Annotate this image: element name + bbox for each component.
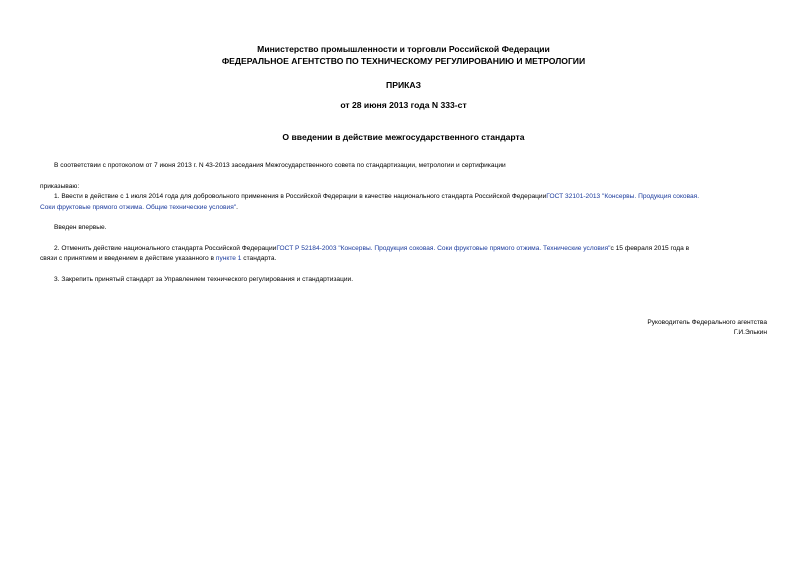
item-1-continuation bbox=[40, 203, 238, 214]
agency-heading: ФЕДЕРАЛЬНОЕ АГЕНТСТВО ПО ТЕХНИЧЕСКОМУ РЕГУЛИРОВАНИЮ И МЕТРОЛОГИИ bbox=[221, 56, 586, 66]
item-1-end: . bbox=[236, 204, 238, 211]
document-date-number: от 28 июня 2013 года N 333-ст bbox=[340, 100, 467, 110]
item-1-text: 1. Ввести в действие с 1 июля 2014 года для добровольного применения в Российской Федерации в качестве национального стандарта Российской Федерации bbox=[54, 193, 547, 200]
preamble-paragraph: В соответствии с протоколом от 7 июня 2013 г. N 43-2013 заседания Межгосударственного совета по стандартизации, метрологии и сертификации bbox=[54, 162, 506, 169]
signature-position: Руководитель Федерального агентства bbox=[647, 319, 767, 326]
item-2-text: 2. Отменить действие национального стандарта Российской Федерации bbox=[54, 245, 277, 252]
clause-1-link[interactable]: пункте 1 bbox=[215, 255, 242, 262]
item-2-tail: с 15 февраля 2015 года в bbox=[610, 245, 690, 252]
item-2-line2-start: связи с принятием и введением в действие указанного в bbox=[40, 255, 216, 262]
order-word: приказываю: bbox=[40, 183, 80, 190]
item-3-paragraph: 3. Закрепить принятый стандарт за Управлением технического регулирования и стандартизации. bbox=[54, 276, 354, 283]
item-2-paragraph bbox=[54, 244, 689, 255]
document-type: ПРИКАЗ bbox=[386, 80, 421, 90]
signature-name: Г.И.Элькин bbox=[733, 329, 767, 336]
gost-r-52184-link[interactable]: ГОСТ Р 52184-2003 "Консервы. Продукция соковая. Соки фруктовые прямого отжима. Технические условия" bbox=[276, 245, 611, 252]
gost-32101-link[interactable]: ГОСТ 32101-2013 "Консервы. Продукция соковая. bbox=[546, 193, 700, 200]
gost-32101-link-continued[interactable]: Соки фруктовые прямого отжима. Общие технические условия" bbox=[40, 204, 237, 211]
item-2-line2-end: стандарта. bbox=[241, 255, 277, 262]
first-time-note: Введен впервые. bbox=[54, 224, 107, 231]
item-1-paragraph bbox=[54, 192, 699, 203]
ministry-heading: Министерство промышленности и торговли Российской Федерации bbox=[257, 44, 550, 54]
document-subject: О введении в действие межгосударственного стандарта bbox=[282, 132, 525, 142]
item-2-continuation bbox=[40, 254, 276, 265]
